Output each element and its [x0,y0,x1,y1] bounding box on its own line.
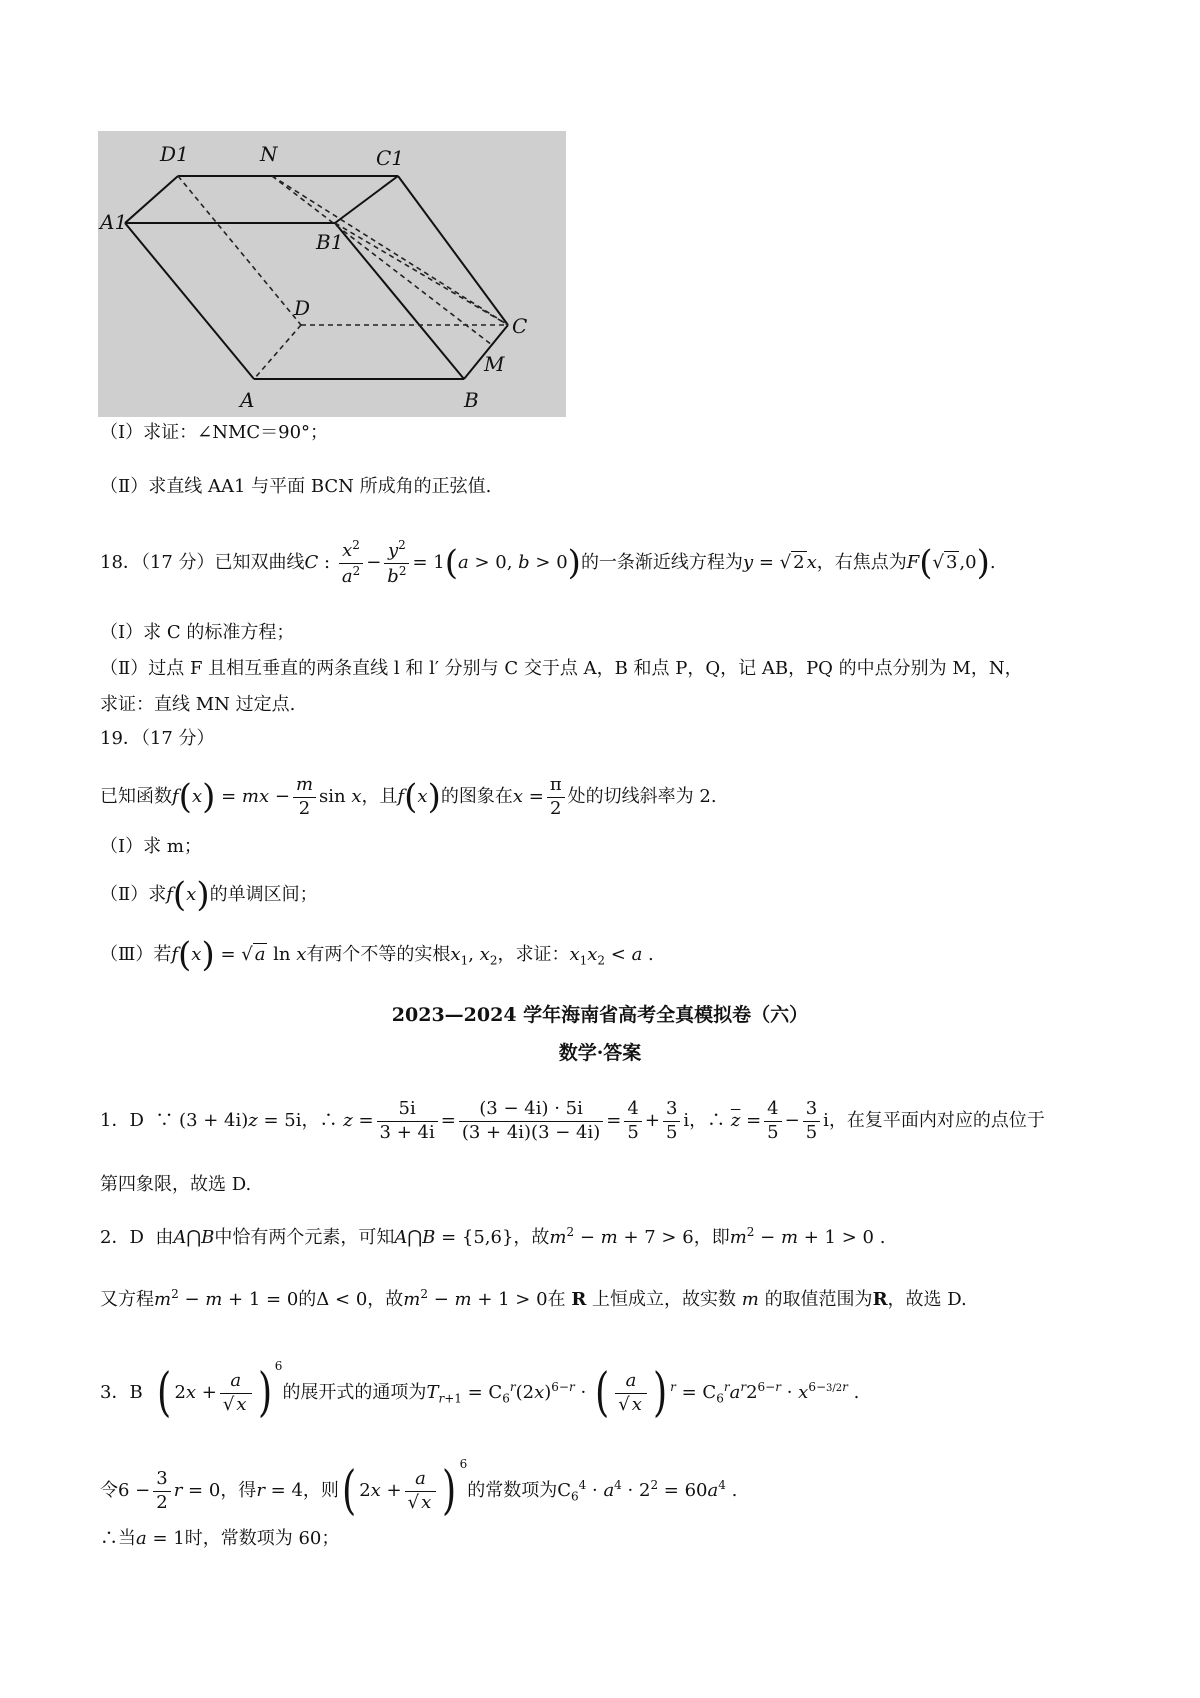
answer-2-cont-text-e: 上恒成立，故实数 [592,1289,737,1310]
label-C1: C1 [376,146,405,170]
answer-1: 1．D ∵ (3 + 4i)z = 5i，∴ z = $\frac{5i}{3 + 4i}$ = $\frac{(3 - 4i) \cdot 5i}{(3 + 4i)(3 - 4i)}$ = $\frac{4}{5}$ + $\frac{3}{5}$ i，∴ $\overline{z}$ = $\frac{4}{5}$ − $\frac{3}{5}$ i，在复平面内对应的点位于 [100,1098,1045,1143]
q19-part3-text-b: 有两个不等的实根 [306,944,451,965]
answer-3: 3．B ( 2x + $\frac{a}{√ x}$ ) $^6$的展开式的通项为$T_{r+1} = C_6^r(2x)^{6-r}$ · ( $\frac{a}{√ x}$ ) $^r = C_6^ra^r2^{6-r} \cdot x^{6-3/2r}$ . [100,1359,860,1423]
label-A1: A1 [100,210,128,234]
label-A: A [240,388,255,412]
q19-part2: （Ⅱ）求f(x)的单调区间； [100,875,318,915]
answer-2-cont-text-a: 又方程 [100,1289,154,1310]
answer-2-text-c: ，故 [513,1227,550,1248]
answer-3-cont-text-a: 令 [100,1480,118,1501]
q18-part1: （Ⅰ）求 C 的标准方程； [100,622,295,643]
q19-intro-text-c: 的图象在 [440,786,513,807]
label-D1: D1 [160,142,189,166]
label-N: N [260,142,278,166]
q19-part1: （Ⅰ）求 m； [100,836,202,857]
q19-part2-text-b: 的单调区间； [209,884,318,905]
answer-3-cont: 令6 − $\frac{3}{2}$ r = 0，得r = 4，则( 2x + $\frac{a}{√ x}$ ) $^6$的常数项为$C_6^4 \cdot a^4 \cdot 2^2 = 60a^4$ . [100,1457,738,1521]
label-B1: B1 [316,230,344,254]
q19-header: 19．（17 分） [100,728,215,749]
q18-intro-text-a: 18．（17 分）已知双曲线 [100,552,305,573]
answers-title: 2023—2024 学年海南省高考全真模拟卷（六） [391,1004,809,1026]
q18-intro: 18．（17 分）已知双曲线C : $\frac{x^2}{a^2}$ − $\frac{y^2}{b^2}$ = 1(a > 0, b > 0)的一条渐近线方程为y = √ 2 x，右焦点为F(√ 3 ,0). [100,538,996,587]
answer-1-tail: ，在复平面内对应的点位于 [828,1110,1045,1131]
q19-intro: 已知函数f(x) = mx − $\frac{m}{2}$ sin x，且f(x)的图象在x = $\frac{\pi}{2}$ 处的切线斜率为 2. [100,774,717,819]
answer-2-cont-text-d: 在 [547,1289,566,1310]
answer-2-label: 2．D [100,1227,144,1248]
q19-intro-text-d: 处的切线斜率为 2. [567,786,717,807]
answer-2-cont-text-c: ，故 [367,1289,404,1310]
q18-part2: （Ⅱ）过点 F 且相互垂直的两条直线 l 和 l′ 分别与 C 交于点 A，B 和点 P，Q，记 AB，PQ 的中点分别为 M，N， [100,658,1023,679]
q17-part1: （Ⅰ）求证：∠NMC＝90°； [100,422,329,443]
answer-3-cont-text-c: ，则 [302,1480,339,1501]
answer-2: 2．D 由A⋂B中恰有两个元素，可知A⋂B = {5,6}，故$m^2 - m + 7 > 6$，即$m^2 - m + 1 > 0$ . [100,1225,886,1248]
q18-intro-text-b: 的一条渐近线方程为 [580,552,743,573]
q18-part2-cont: 求证：直线 MN 过定点. [100,694,296,715]
q19-part3-text-c: ，求证： [497,944,570,965]
parallelepiped-figure [98,131,566,417]
label-B: B [464,388,479,412]
q17-part2: （Ⅱ）求直线 AA1 与平面 BCN 所成角的正弦值. [100,476,492,497]
answers-subtitle: 数学·答案 [558,1042,642,1064]
answer-3-last-text-b: 时，常数项为 60； [184,1528,340,1549]
q19-intro-text-a: 已知函数 [100,786,172,807]
answer-3-text-a: 的展开式的通项为 [282,1382,427,1403]
answer-2-text-b: 中恰有两个元素，可知 [214,1227,395,1248]
q18-intro-text-c: ，右焦点为 [816,552,907,573]
answer-2-cont: 又方程$m^2 - m + 1 = 0$的Δ < 0，故$m^2 - m + 1 > 0$在 R 上恒成立，故实数 m 的取值范围为R，故选 D. [100,1287,967,1310]
answer-2-text-a: 由 [155,1227,174,1248]
label-D: D [294,296,311,320]
answer-3-last: ∴当a = 1时，常数项为 60； [100,1528,340,1549]
answer-3-last-text-a: ∴当 [100,1528,136,1549]
answer-2-cont-text-g: ，故选 D. [887,1289,967,1310]
q19-part3-text-a: （Ⅲ）若 [100,944,172,965]
answer-3-cont-text-b: ，得 [220,1480,257,1501]
answer-2-cont-text-f: 的取值范围为 [764,1289,873,1310]
label-M: M [484,352,505,376]
answer-1-label: 1．D [100,1110,144,1131]
answer-2-cont-text-b: 的 [298,1289,317,1310]
label-C: C [512,314,528,338]
q19-intro-text-b: ，且 [361,786,398,807]
answer-2-text-d: ，即 [693,1227,730,1248]
q19-part2-text-a: （Ⅱ）求 [100,884,167,905]
answer-3-cont-text-d: 的常数项为 [467,1480,558,1501]
answer-3-label: 3．B [100,1382,143,1403]
answer-1-cont: 第四象限，故选 D. [100,1174,252,1195]
q19-part3: （Ⅲ）若f(x) = √ a ln x有两个不等的实根$x_1$, $x_2$，求证：$x_1x_2 < a$ . [100,935,654,975]
